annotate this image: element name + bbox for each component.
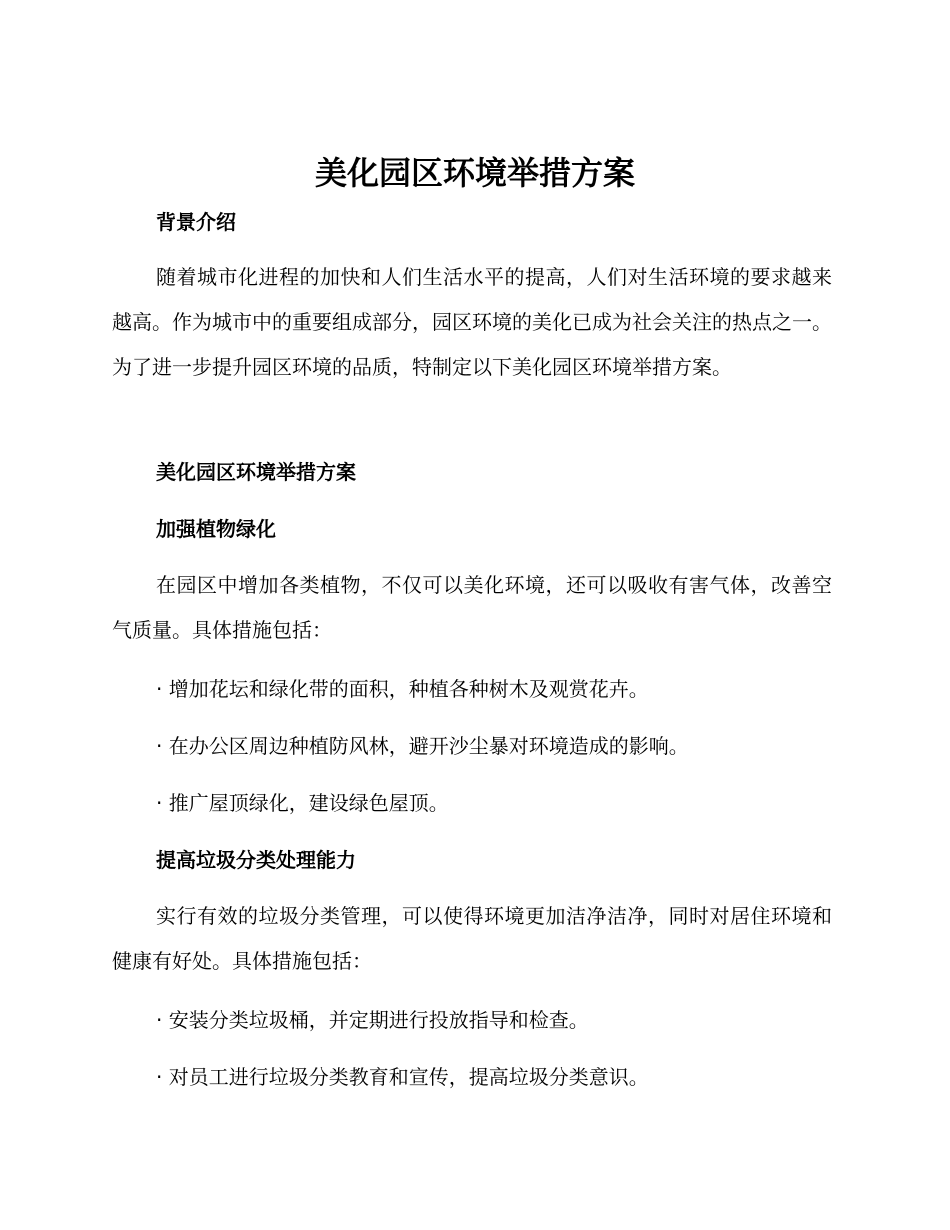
document-title: 美化园区环境举措方案: [314, 154, 635, 192]
section-heading-background: 背景介绍: [156, 210, 236, 234]
section-heading-waste: 提高垃圾分类处理能力: [156, 848, 356, 872]
section-heading-plan: 美化园区环境举措方案: [156, 460, 356, 484]
list-item-waste-1: · 安装分类垃圾桶，并定期进行投放指导和检查。: [156, 1008, 589, 1032]
list-item-greening-3: · 推广屋顶绿化，建设绿色屋顶。: [156, 791, 449, 815]
paragraph-waste: 实行有效的垃圾分类管理，可以使得环境更加洁净洁净，同时对居住环境和健康有好处。具体措施包括：: [112, 904, 832, 973]
list-item-greening-1: · 增加花坛和绿化带的面积，种植各种树木及观赏花卉。: [156, 677, 649, 701]
list-item-greening-2: · 在办公区周边种植防风林，避开沙尘暴对环境造成的影响。: [156, 734, 689, 758]
paragraph-background: 随着城市化进程的加快和人们生活水平的提高，人们对生活环境的要求越来越高。作为城市中的重要组成部分，园区环境的美化已成为社会关注的热点之一。为了进一步提升园区环境的品质，特制定以下美化园区环境举措方案。: [112, 265, 832, 379]
section-heading-greening: 加强植物绿化: [156, 517, 276, 541]
list-item-waste-2: · 对员工进行垃圾分类教育和宣传，提高垃圾分类意识。: [156, 1065, 649, 1089]
paragraph-greening: 在园区中增加各类植物，不仅可以美化环境，还可以吸收有害气体，改善空气质量。具体措施包括：: [112, 573, 832, 642]
